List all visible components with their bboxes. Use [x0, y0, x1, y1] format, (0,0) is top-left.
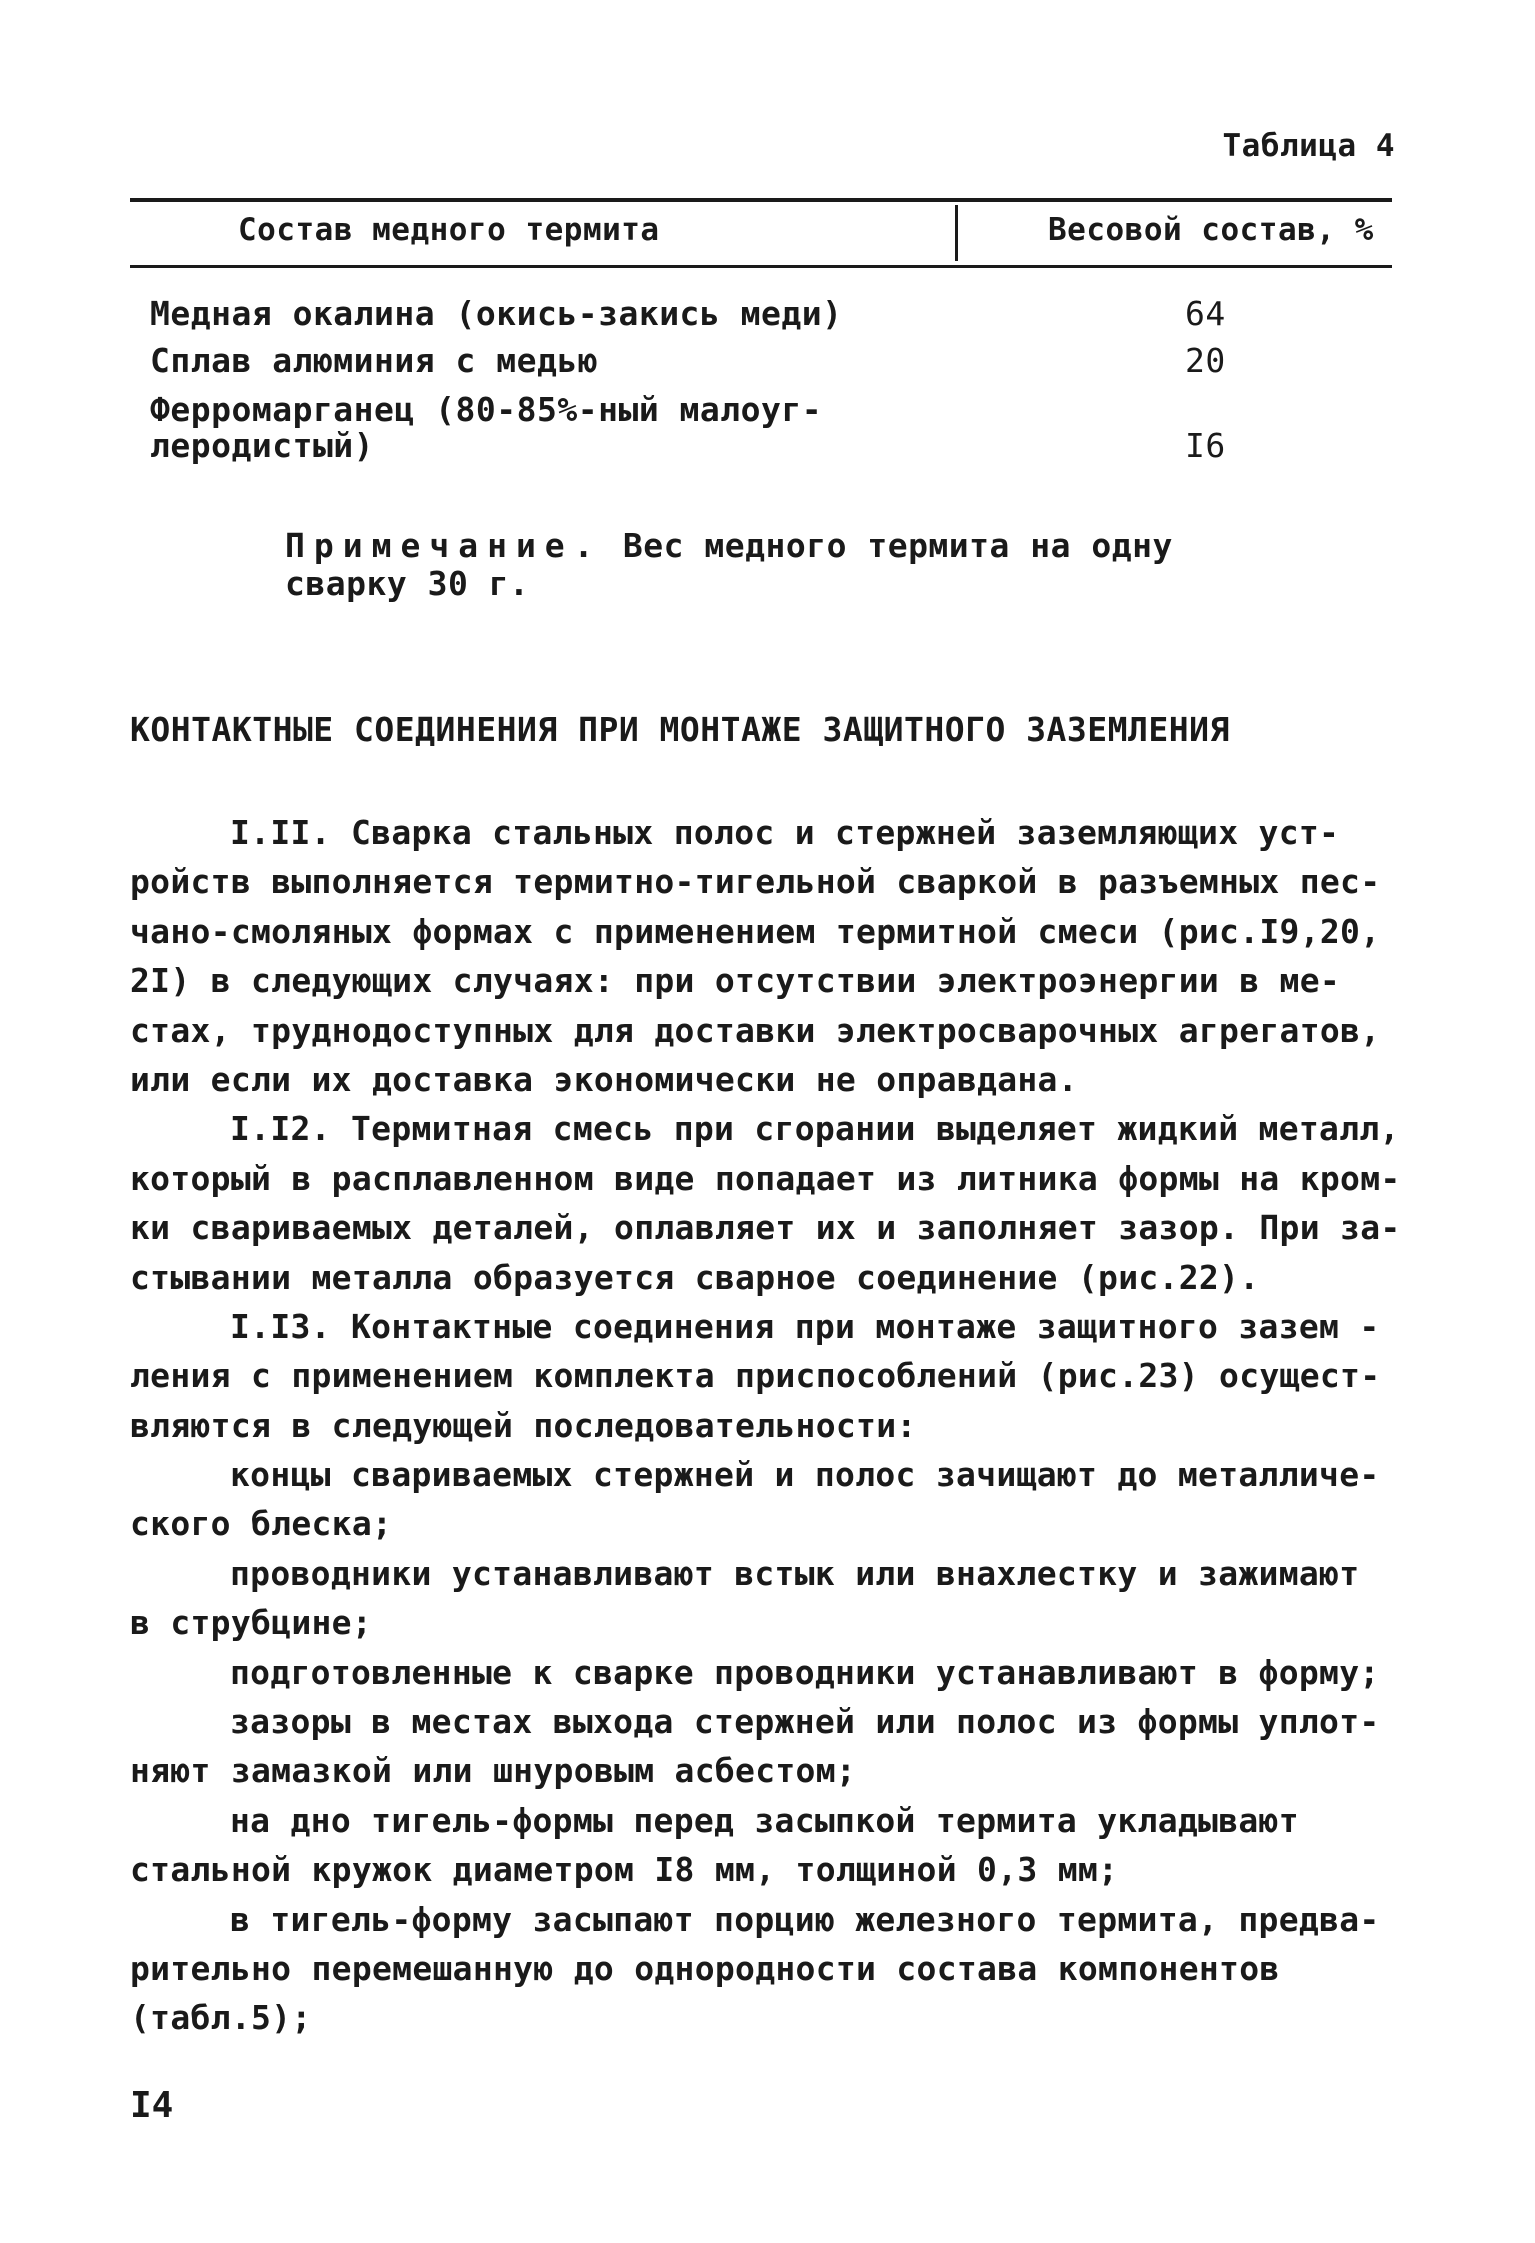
table-row-value: 64	[1185, 294, 1226, 333]
note	[285, 527, 1173, 565]
list-item-line: ского блеска;	[130, 1504, 393, 1544]
paragraph-line: I.I3. Контактные соединения при монтаже защитного зазем -	[230, 1306, 1380, 1346]
table-row-name: Сплав алюминия с медью	[150, 341, 599, 380]
table-caption: Таблица 4	[1222, 128, 1395, 164]
paragraph-line: вляются в следующей последовательности:	[130, 1405, 917, 1445]
note-text: Вес медного термита на одну	[622, 526, 1173, 565]
table-top-rule	[130, 198, 1392, 202]
table-row-value: I6	[1185, 426, 1226, 465]
note-continued: сварку 30 г.	[285, 564, 530, 603]
list-item-line: зазоры в местах выхода стержней или полос из формы уплот-	[230, 1702, 1380, 1742]
paragraph-line: ки свариваемых деталей, оплавляет их и заполняет зазор. При за-	[130, 1208, 1401, 1248]
paragraph-line: стах, труднодоступных для доставки электросварочных агрегатов,	[130, 1010, 1381, 1050]
page-number: I4	[130, 2085, 174, 2126]
table-header-composition: Состав медного термита	[238, 212, 660, 248]
list-item-line: рительно перемешанную до однородности состава компонентов	[130, 1948, 1280, 1988]
list-item-line: на дно тигель-формы перед засыпкой термита укладывают	[230, 1800, 1299, 1840]
note-label: Примечание.	[285, 526, 603, 565]
paragraph-line: чано-смоляных формах с применением термитной смеси (рис.I9,20,	[130, 911, 1381, 951]
list-item-line: концы свариваемых стержней и полос зачищают до металличе-	[230, 1455, 1380, 1495]
table-row-name: Ферромарганец (80-85%-ный малоуг-	[150, 390, 823, 429]
list-item-line: в струбцине;	[130, 1603, 373, 1643]
table-row-name-continued: леродистый)	[150, 426, 375, 465]
paragraph-line: или если их доставка экономически не оправдана.	[130, 1059, 1078, 1099]
paragraph-line: стывании металла образуется сварное соединение (рис.22).	[130, 1257, 1260, 1297]
table-column-separator	[955, 205, 958, 261]
paragraph-line: 2I) в следующих случаях: при отсутствии электроэнергии в ме-	[130, 961, 1341, 1001]
paragraph-line: ления с применением комплекта приспособлений (рис.23) осущест-	[130, 1356, 1381, 1396]
list-item-line: няют замазкой или шнуровым асбестом;	[130, 1751, 857, 1791]
list-item-line: в тигель-форму засыпают порцию железного термита, предва-	[230, 1899, 1380, 1939]
paragraph-line: который в расплавленном виде попадает из литника формы на кром-	[130, 1158, 1401, 1198]
section-heading: КОНТАКТНЫЕ СОЕДИНЕНИЯ ПРИ МОНТАЖЕ ЗАЩИТНОГО ЗАЗЕМЛЕНИЯ	[130, 710, 1230, 749]
list-item-line: подготовленные к сварке проводники устанавливают в форму;	[230, 1652, 1380, 1692]
list-item-line: стальной кружок диаметром I8 мм, толщиной 0,3 мм;	[130, 1850, 1119, 1890]
list-item-line: (табл.5);	[130, 1998, 312, 2038]
table-row-value: 20	[1185, 341, 1226, 380]
paragraph-line: I.I2. Термитная смесь при сгорании выделяет жидкий металл,	[230, 1109, 1400, 1149]
table-header-rule	[130, 265, 1392, 268]
paragraph-line: I.II. Сварка стальных полос и стержней заземляющих уст-	[230, 813, 1340, 852]
body-text	[130, 808, 1400, 2043]
list-item-line: проводники устанавливают встык или внахлестку и зажимают	[230, 1553, 1360, 1593]
table-header-weight: Весовой состав, %	[1048, 212, 1374, 248]
table-row-name: Медная окалина (окись-закись меди)	[150, 294, 843, 333]
paragraph-line: ройств выполняется термитно-тигельной сваркой в разъемных пес-	[130, 862, 1381, 902]
